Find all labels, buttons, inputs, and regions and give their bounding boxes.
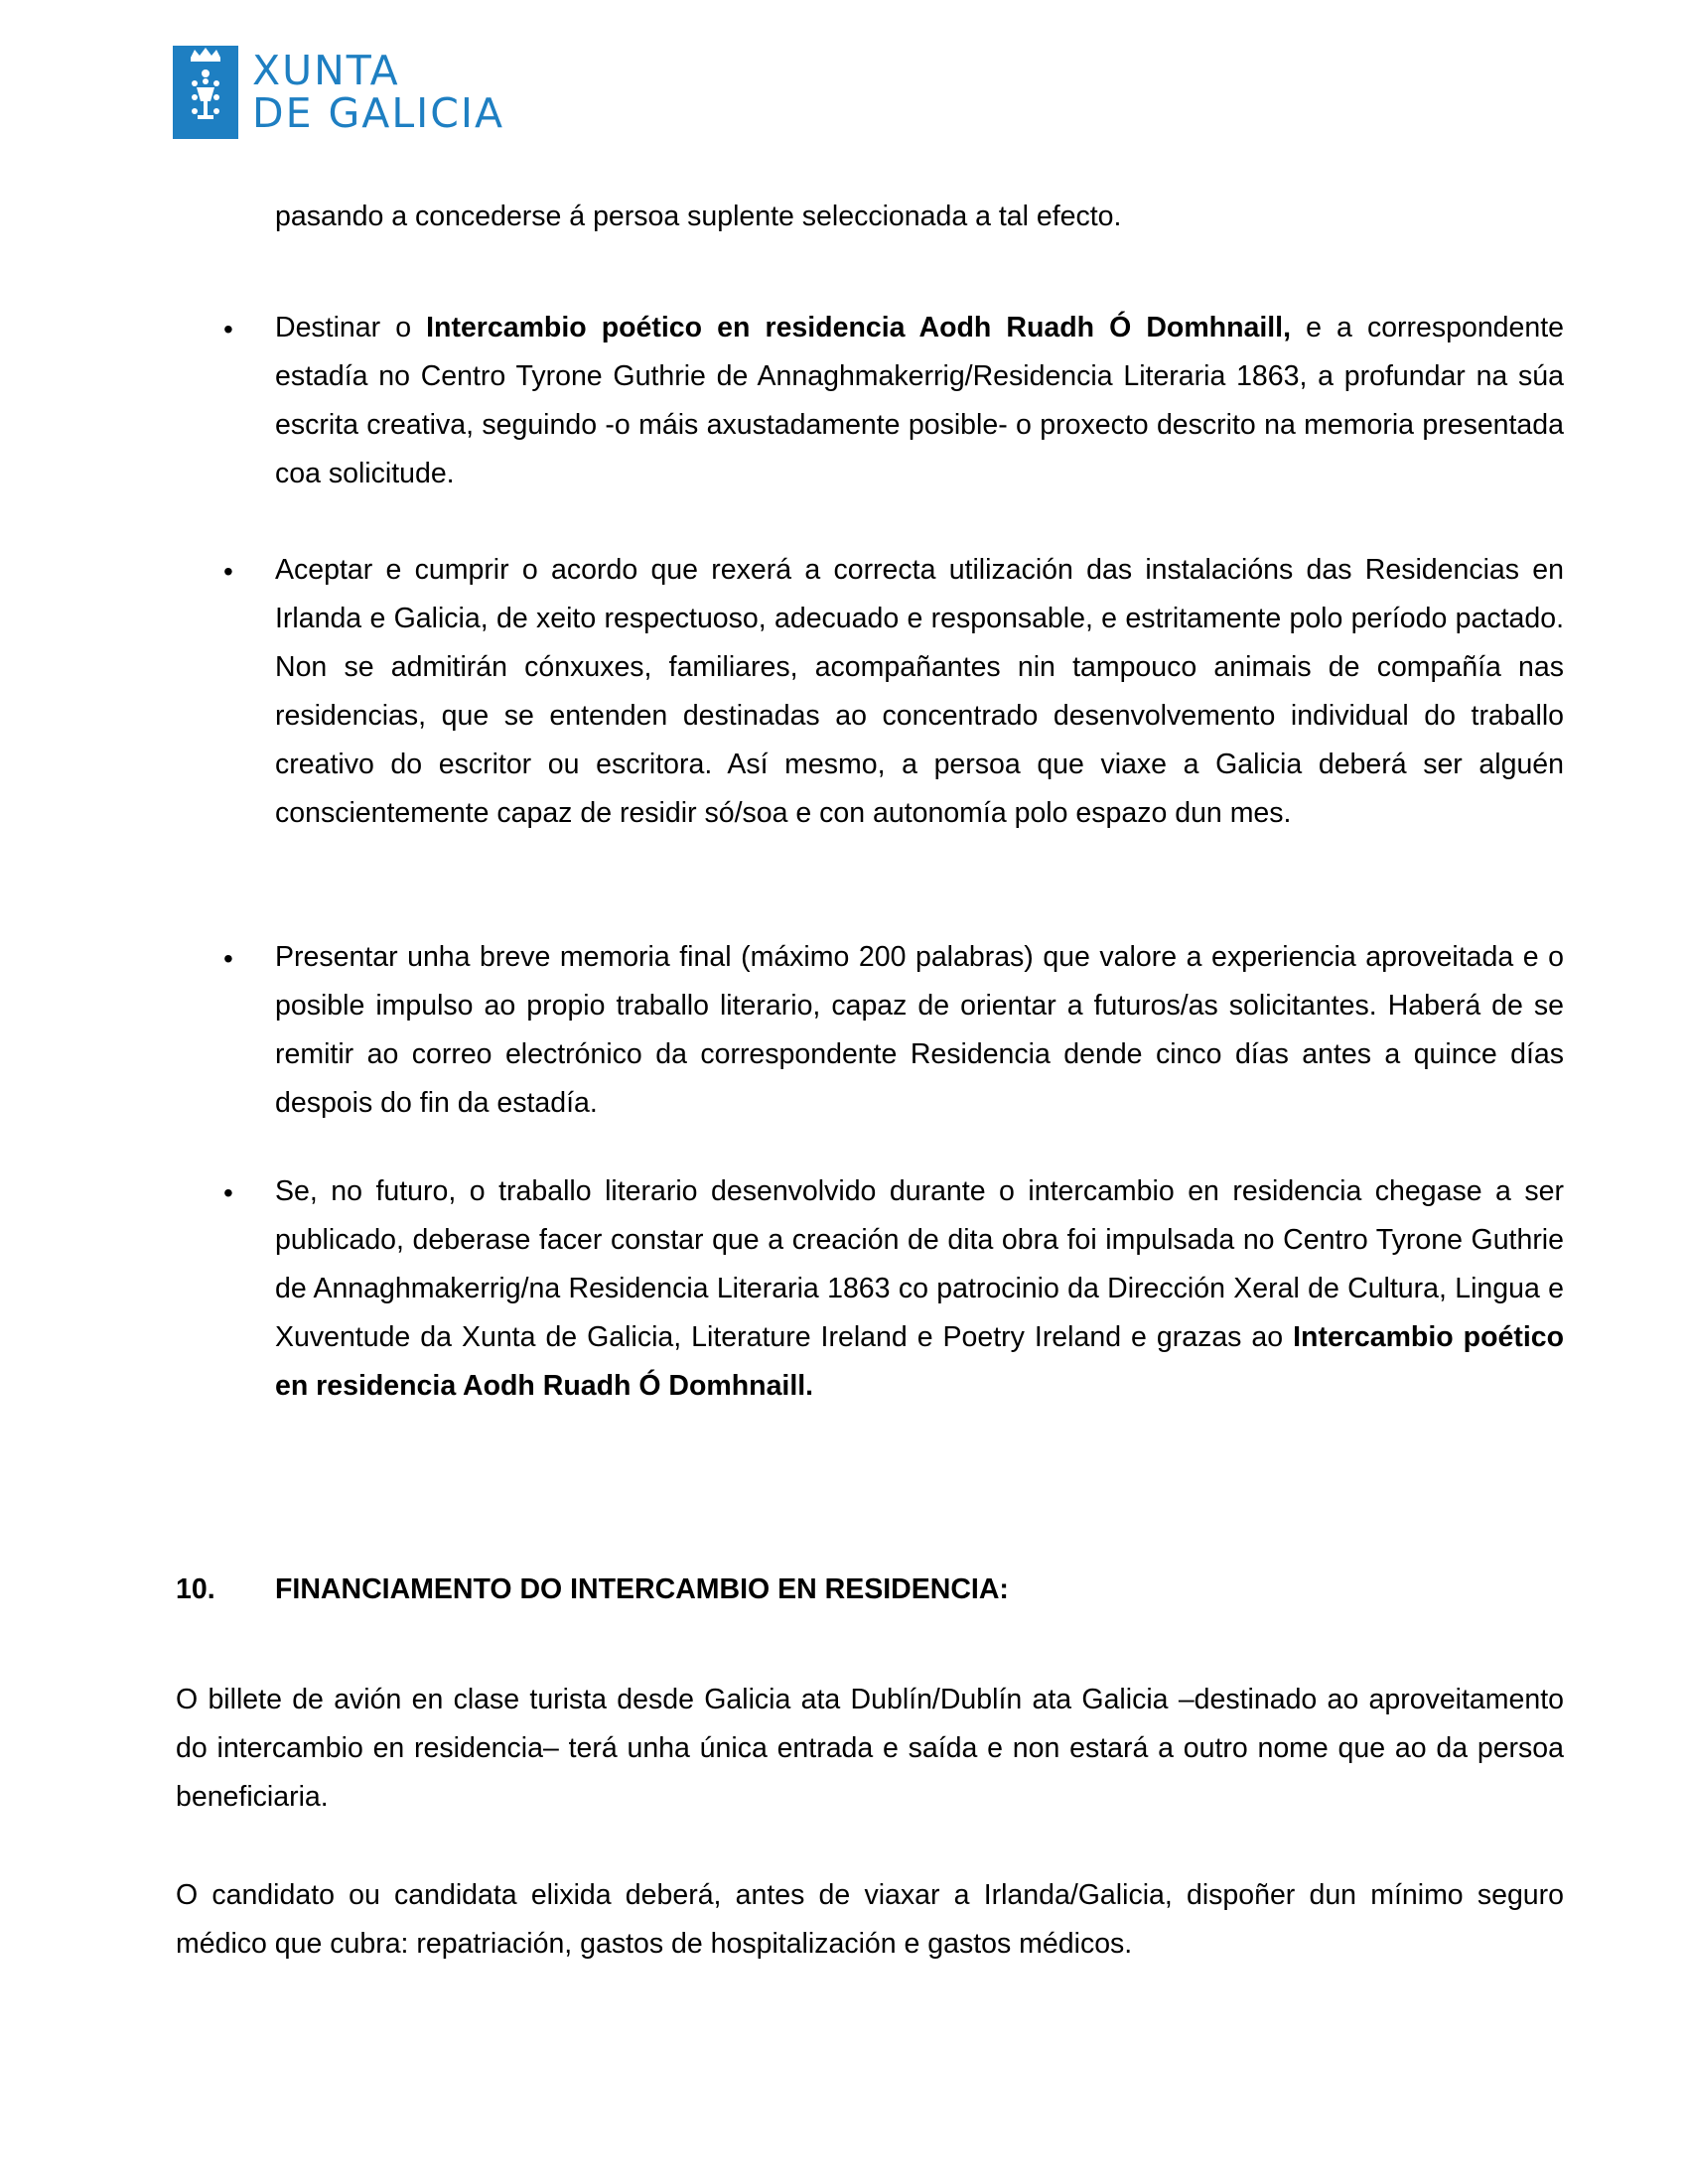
logo-wordmark <box>252 47 505 137</box>
financing-paragraph-2: O candidato ou candidata elixida deberá, antes de viaxar a Irlanda/Galicia, dispoñer dun mínimo seguro médico que cubra: repatriación, gastos de hospitalización e gastos médicos. <box>176 1879 1564 1960</box>
bullet-item-3: Presentar unha breve memoria final (máximo 200 palabras) que valore a experiencia aproveitada e o posible impulso ao propio traballo literario, capaz de orientar a futuros/as solicitantes. Haberá de se remitir ao correo electrónico da correspondente Residencia dende cinco días antes a quince días despois do fin da estadía. <box>275 941 1564 1119</box>
section-title: FINANCIAMENTO DO INTERCAMBIO EN RESIDENCIA: <box>275 1573 1009 1605</box>
bullet-1-intro: Destinar o <box>275 312 427 343</box>
section-number: 10. <box>176 1573 215 1605</box>
bullet-1-rest: e a correspondente estadía no Centro Tyrone Guthrie de Annaghmakerrig/Residencia Literaria 1863, a profundar na súa escrita creativa, seguindo -o máis axustadamente posible- o proxecto descrito na memoria presentada coa solicitude. <box>275 312 1565 489</box>
galicia-coat-of-arms-icon <box>173 46 238 139</box>
bullet-marker-2: • <box>223 556 233 587</box>
logo-line-2: DE GALICIA <box>252 89 505 137</box>
logo-line-1: XUNTA <box>252 47 400 94</box>
bullet-marker-4: • <box>223 1177 233 1208</box>
bullet-marker-1: • <box>223 314 233 344</box>
financing-paragraph-1: O billete de avión en clase turista desde Galicia ata Dublín/Dublín ata Galicia –destinado ao aproveitamento do intercambio en residencia– terá unha única entrada e saída e non estará a outro nome que ao da persoa beneficiaria. <box>176 1684 1564 1813</box>
bullet-item-2: Aceptar e cumprir o acordo que rexerá a correcta utilización das instalacións das Residencias en Irlanda e Galicia, de xeito respectuoso, adecuado e responsable, e estritamente polo período pactado. Non se admitirán cónxuxes, familiares, acompañantes nin tampouco animais de compañía nas residencias, que se entenden destinadas ao concentrado desenvolvemento individual do traballo creativo do escritor ou escritora. Así mesmo, a persoa que viaxe a Galicia deberá ser alguén conscientemente capaz de residir só/soa e con autonomía polo espazo dun mes. <box>275 554 1564 829</box>
bullet-item-1 <box>275 304 1564 498</box>
bullet-marker-3: • <box>223 943 233 974</box>
continuation-paragraph: pasando a concederse á persoa suplente seleccionada a tal efecto. <box>275 201 1122 232</box>
bullet-1-bold: Intercambio poético en residencia Aodh Ruadh Ó Domhnaill, <box>426 312 1292 343</box>
bullet-item-4 <box>275 1167 1564 1411</box>
section-heading <box>176 1566 1009 1614</box>
xunta-logo <box>173 46 504 139</box>
bullet-4-text: Se, no futuro, o traballo literario desenvolvido durante o intercambio en residencia chegase a ser publicado, deberase facer constar que a creación de dita obra foi impulsada no Centro Tyrone Guthrie de Annaghmakerrig/na Residencia Literaria 1863 co patrocinio da Dirección Xeral de Cultura, Lingua e Xuventude da Xunta de Galicia, Literature Ireland e Poetry Ireland e grazas ao <box>275 1175 1564 1353</box>
bullet-4-bold: Intercambio poético en residencia Aodh Ruadh Ó Domhnaill. <box>275 1321 1564 1402</box>
